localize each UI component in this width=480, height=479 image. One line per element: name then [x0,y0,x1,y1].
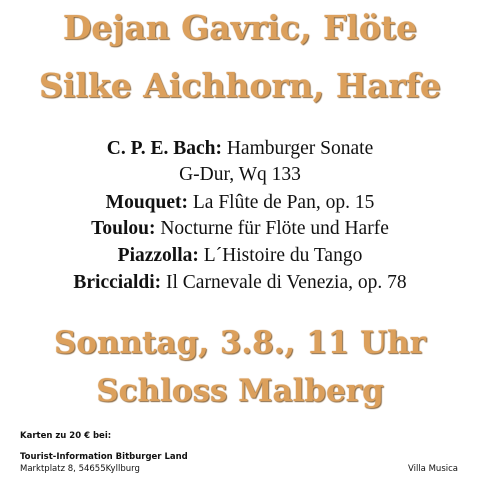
program-item [0,190,480,216]
program-item [0,216,480,242]
composer: Toulou: [91,218,156,239]
composer: Piazzolla: [117,245,199,266]
work-title: Nocturne für Flöte und Harfe [155,218,389,239]
ticket-office: Tourist-Information Bitburger Land [20,452,188,462]
event-venue: Schloss Malberg [96,373,384,409]
work-title: G-Dur, Wq 133 [179,164,301,185]
composer: C. P. E. Bach: [106,138,222,159]
performer-harp: Silke Aichhorn, Harfe [39,66,441,105]
composer: Mouquet: [105,192,189,213]
performer-flute: Dejan Gavric, Flöte [62,8,418,47]
composer: Briccialdi: [73,272,162,293]
work-title: Il Carnevale di Venezia, op. 78 [161,272,407,293]
event-date: Sonntag, 3.8., 11 Uhr [54,325,426,361]
program-item [0,270,480,296]
organizer: Villa Musica [407,464,458,474]
program-item [0,243,480,269]
program-item [0,162,480,188]
work-title: La Flûte de Pan, op. 15 [188,192,375,213]
work-title: Hamburger Sonate [221,138,374,159]
program-item [0,136,480,162]
ticket-price: Karten zu 20 € bei: [20,431,112,441]
ticket-address: Marktplatz 8, 54655Kyllburg [20,464,140,474]
work-title: L´Histoire du Tango [198,245,363,266]
